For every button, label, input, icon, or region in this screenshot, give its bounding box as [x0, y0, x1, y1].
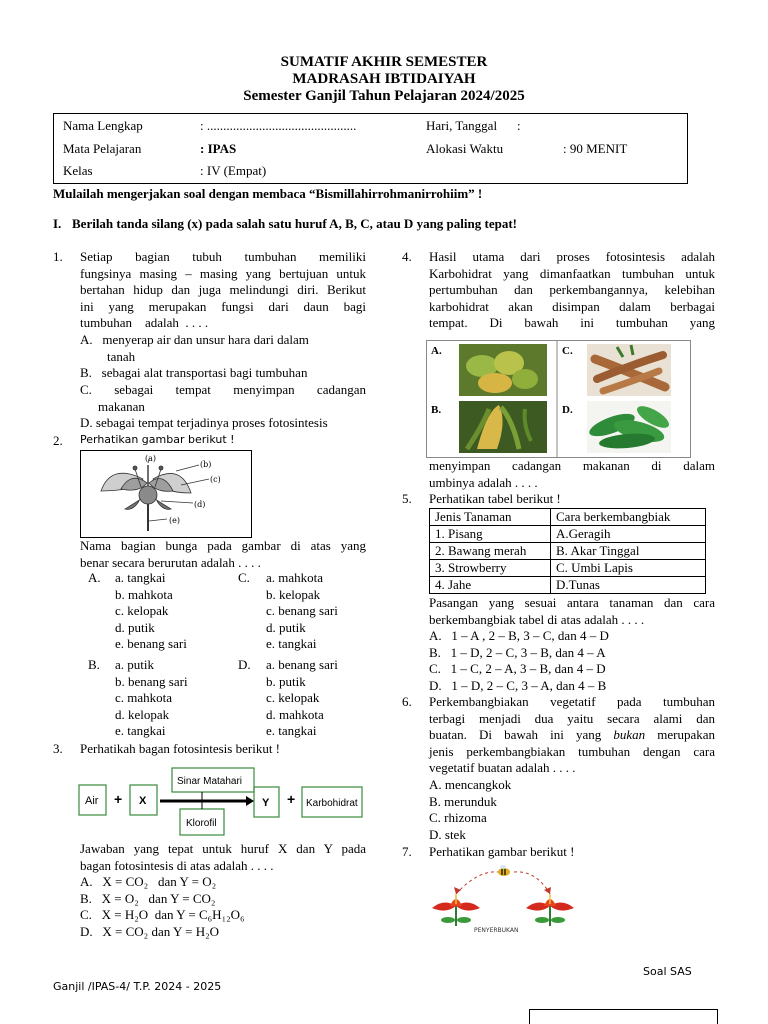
- q2-a-item: d. putik: [115, 619, 155, 635]
- flower-label-b: (b): [200, 460, 212, 469]
- q2-d-item: b. putik: [266, 673, 306, 689]
- q3-option-b[interactable]: B. X = O₂ dan Y = CO₂: [80, 891, 216, 906]
- identity-box: [53, 113, 688, 184]
- q1-line: Setiap bagian tubuh tumbuhan memiliki: [80, 249, 366, 264]
- q3-number: 3.: [53, 741, 63, 756]
- img-label-d: D.: [562, 404, 573, 416]
- q4-line: Karbohidrat yang dimanfaatkan tumbuhan untuk: [429, 265, 715, 281]
- q1-option-c: C. sebagai tempat menyimpan cadangan: [80, 382, 366, 397]
- q1-line: bertahan hidup dan juga melindungi diri. Berikut: [80, 282, 366, 298]
- title-line-1: SUMATIF AKHIR SEMESTER: [280, 54, 488, 70]
- q2-b-item: e. tangkai: [115, 723, 166, 739]
- day-field[interactable]: :: [517, 118, 521, 133]
- q2-b-item: d. kelopak: [115, 706, 170, 722]
- q2-option-a-list: [115, 570, 187, 653]
- q2-b-item: b. benang sari: [115, 673, 188, 689]
- q3-option-d[interactable]: D. X = CO₂ dan Y = H₂O: [80, 924, 220, 939]
- table-cell: 3. Strowberry: [430, 560, 551, 577]
- title-line-2: MADRASAH IBTIDAIYAH: [292, 71, 476, 87]
- q2-option-b[interactable]: B.: [88, 657, 100, 672]
- q1-option-a-cont: tanah: [107, 349, 136, 364]
- score-box[interactable]: [529, 1009, 718, 1024]
- diagram-plus-2: +: [287, 791, 296, 807]
- class-value: : IV (Empat): [200, 163, 267, 178]
- q2-line: Nama bagian bunga pada gambar di atas yang: [80, 538, 366, 553]
- table-header-row: [430, 509, 706, 526]
- q5-number: 5.: [402, 491, 412, 506]
- q1-option-d[interactable]: D. sebagai tempat terjadinya proses fotosintesis: [80, 415, 328, 430]
- q2-stem: [80, 538, 366, 571]
- time-label: Alokasi Waktu: [426, 141, 504, 156]
- day-label: Hari, Tanggal: [426, 118, 498, 133]
- q2-c-item: d. putik: [266, 619, 306, 635]
- q6-option-c[interactable]: C. rhizoma: [429, 810, 487, 825]
- flower-label-a: (a): [145, 454, 157, 463]
- name-field[interactable]: : ..............................................: [200, 118, 357, 133]
- flower-label-e: (e): [169, 516, 180, 525]
- name-label: Nama Lengkap: [63, 118, 143, 133]
- table-row: [430, 526, 706, 543]
- q1-line: fungsinya masing – masing yang bertujuan untuk: [80, 265, 366, 281]
- q6-line: jenis perkembangbiakan tumbuhan dengan cara: [429, 743, 715, 759]
- q2-d-item: a. benang sari: [266, 657, 338, 672]
- q4-images-svg: [427, 341, 690, 457]
- q5-option-c[interactable]: C. 1 – C, 2 – A, 3 – B, dan 4 – D: [429, 661, 606, 676]
- q4-number: 4.: [402, 249, 412, 264]
- diagram-karbohidrat: Karbohidrat: [306, 798, 358, 809]
- section-number: I.: [53, 216, 62, 231]
- q6-line: terbagi menjadi dua yaitu secara alami dan: [429, 710, 715, 726]
- bee-icon: [498, 865, 510, 876]
- class-label: Kelas: [63, 163, 93, 178]
- title-line-3: Semester Ganjil Tahun Pelajaran 2024/2025: [243, 88, 525, 104]
- q6-option-d[interactable]: D. stek: [429, 827, 466, 842]
- q5-option-b[interactable]: B. 1 – D, 2 – C, 3 – B, dan 4 – A: [429, 645, 606, 660]
- q1-number: 1.: [53, 249, 63, 264]
- q2-c-item: b. kelopak: [266, 586, 321, 602]
- q2-option-a[interactable]: A.: [88, 570, 101, 585]
- subject-value: : IPAS: [200, 141, 237, 156]
- q4-line: umbinya adalah . . . .: [429, 474, 538, 490]
- q5-option-a[interactable]: A. 1 – A , 2 – B, 3 – C, dan 4 – D: [429, 628, 609, 643]
- q2-c-item: e. tangkai: [266, 636, 317, 652]
- red-flower-icon: [432, 894, 480, 926]
- q2-a-item: a. tangkai: [115, 570, 166, 585]
- diagram-plus-1: +: [114, 791, 123, 807]
- q2-line: benar secara berurutan adalah . . . .: [80, 554, 261, 570]
- q6-line: vegetatif buatan adalah . . . .: [429, 760, 576, 776]
- q2-d-item: e. tangkai: [266, 723, 317, 739]
- q2-prompt: Perhatikan gambar berikut !: [80, 433, 235, 446]
- diagram-air: Air: [85, 795, 99, 807]
- q2-a-item: e. benang sari: [115, 636, 187, 652]
- table-cell: 1. Pisang: [430, 526, 551, 543]
- q1-option-c-cont: makanan: [98, 399, 145, 414]
- q1-option-c-box[interactable]: [80, 382, 366, 398]
- q3-prompt: Perhatikah bagan fotosintesis berikut !: [80, 741, 281, 756]
- q1-line: ini yang merupakan fungsi dari daun bagi: [80, 298, 366, 314]
- q4-line: menyimpan cadangan makanan di dalam: [429, 458, 715, 473]
- q6-option-a[interactable]: A. mencangkok: [429, 777, 512, 792]
- q5-table-grid: [429, 508, 706, 594]
- q5-prompt: Perhatikan tabel berikut !: [429, 491, 561, 506]
- q7-prompt: Perhatikan gambar berikut !: [429, 844, 575, 859]
- q2-d-item: c. kelopak: [266, 690, 320, 706]
- img-label-c: C.: [562, 345, 573, 357]
- red-flower-icon: [526, 894, 574, 926]
- flower-label-c: (c): [210, 475, 221, 484]
- q5-line: Pasangan yang sesuai antara tanaman dan cara: [429, 595, 715, 610]
- q2-option-b-list: [115, 657, 188, 740]
- q3-stem: [80, 841, 366, 874]
- q2-a-item: b. mahkota: [115, 586, 173, 602]
- flower-label-d: (d): [194, 500, 206, 509]
- q1-line: tumbuhan adalah . . . .: [80, 315, 209, 331]
- time-value: : 90 MENIT: [563, 141, 628, 156]
- footer-right: Soal SAS: [643, 965, 692, 978]
- table-cell: 4. Jahe: [430, 577, 551, 594]
- table-header-cell: Jenis Tanaman: [430, 509, 551, 526]
- q2-option-d[interactable]: D.: [238, 657, 251, 672]
- q6-stem: [429, 694, 715, 777]
- q2-option-c[interactable]: C.: [238, 570, 250, 585]
- table-cell: C. Umbi Lapis: [551, 560, 706, 577]
- q6-emphasis: bukan: [613, 727, 646, 743]
- q1-stem: [80, 249, 366, 332]
- q2-number: 2.: [53, 433, 63, 448]
- flower-diagram-icon: [81, 451, 251, 537]
- table-cell: B. Akar Tinggal: [551, 543, 706, 560]
- table-row: [430, 543, 706, 560]
- photosynthesis-diagram: [76, 765, 366, 837]
- q4-line: pertumbuhan dan perkembangannya, kelebihan: [429, 282, 715, 298]
- pollination-image: [426, 864, 578, 934]
- q2-c-item: c. benang sari: [266, 603, 338, 619]
- q2-a-item: c. kelopak: [115, 603, 169, 619]
- q7-number: 7.: [402, 844, 412, 859]
- diagram-klorofil: Klorofil: [186, 818, 217, 829]
- q4-line: karbohidrat akan disimpan dalam berbagai: [429, 298, 715, 314]
- q6-number: 6.: [402, 694, 412, 709]
- diagram-sinar-matahari: Sinar Matahari: [177, 776, 243, 787]
- q1-option-a[interactable]: A. menyerap air dan unsur hara dari dalam: [80, 332, 309, 347]
- q4-images: [426, 340, 691, 458]
- q2-b-item: a. putik: [115, 657, 154, 672]
- q3-line: Jawaban yang tepat untuk huruf X dan Y pada: [80, 841, 366, 856]
- img-label-b: B.: [431, 404, 442, 416]
- q6-line: Perkembangbiakan vegetatif pada tumbuhan: [429, 694, 715, 709]
- subject-label: Mata Pelajaran: [63, 141, 142, 156]
- q4-line: tempat. Di bawah ini tumbuhan yang: [429, 315, 715, 331]
- photosynthesis-chart: [76, 765, 366, 837]
- diagram-x: X: [139, 795, 147, 807]
- q2-option-c-list: [266, 570, 338, 653]
- section-title: Berilah tanda silang (x) pada salah satu huruf A, B, C, atau D yang paling tepat!: [72, 216, 517, 231]
- q6-line-part: buatan. Di bawah ini yang: [429, 727, 602, 743]
- table-row: [430, 560, 706, 577]
- table-header-cell: Cara berkembangbiak: [551, 509, 706, 526]
- q5-stem: [429, 595, 715, 628]
- flower-diagram: [80, 450, 252, 538]
- diagram-y: Y: [262, 797, 270, 809]
- table-cell: A.Geragih: [551, 526, 706, 543]
- table-cell: D.Tunas: [551, 577, 706, 594]
- q2-b-item: c. mahkota: [115, 690, 173, 706]
- q3-option-c[interactable]: C. X = H₂O dan Y = C₆H₁₂O₆: [80, 907, 245, 922]
- q2-d-item: d. mahkota: [266, 706, 324, 722]
- q4-stem-cont: [429, 458, 715, 491]
- q5-line: berkembangbiak tabel di atas adalah . . . .: [429, 611, 645, 627]
- img-label-a: A.: [431, 345, 442, 357]
- q3-line: bagan fotosintesis di atas adalah . . . .: [80, 857, 274, 873]
- q5-table: [429, 508, 706, 594]
- q5-option-d[interactable]: D. 1 – D, 2 – C, 3 – A, dan 4 – B: [429, 678, 607, 693]
- q2-c-item: a. mahkota: [266, 570, 324, 585]
- q3-option-a[interactable]: A. X = CO₂ dan Y = O₂: [80, 874, 217, 889]
- q6-option-b[interactable]: B. merunduk: [429, 794, 497, 809]
- pollination-svg: [426, 864, 578, 934]
- q6-line: [429, 727, 715, 744]
- q4-stem: [429, 249, 715, 332]
- q4-line: Hasil utama dari proses fotosintesis adalah: [429, 249, 715, 264]
- pollination-caption: PENYERBUKAN: [474, 927, 519, 934]
- intro-instruction: Mulailah mengerjakan soal dengan membaca “Bismillahirrohmanirrohiim” !: [53, 186, 483, 201]
- q2-option-d-list: [266, 657, 338, 740]
- q1-option-b[interactable]: B. sebagai alat transportasi bagi tumbuhan: [80, 365, 308, 380]
- q6-line-part: merupakan: [657, 727, 716, 743]
- table-cell: 2. Bawang merah: [430, 543, 551, 560]
- table-row: [430, 577, 706, 594]
- footer-left: Ganjil /IPAS-4/ T.P. 2024 - 2025: [53, 980, 222, 993]
